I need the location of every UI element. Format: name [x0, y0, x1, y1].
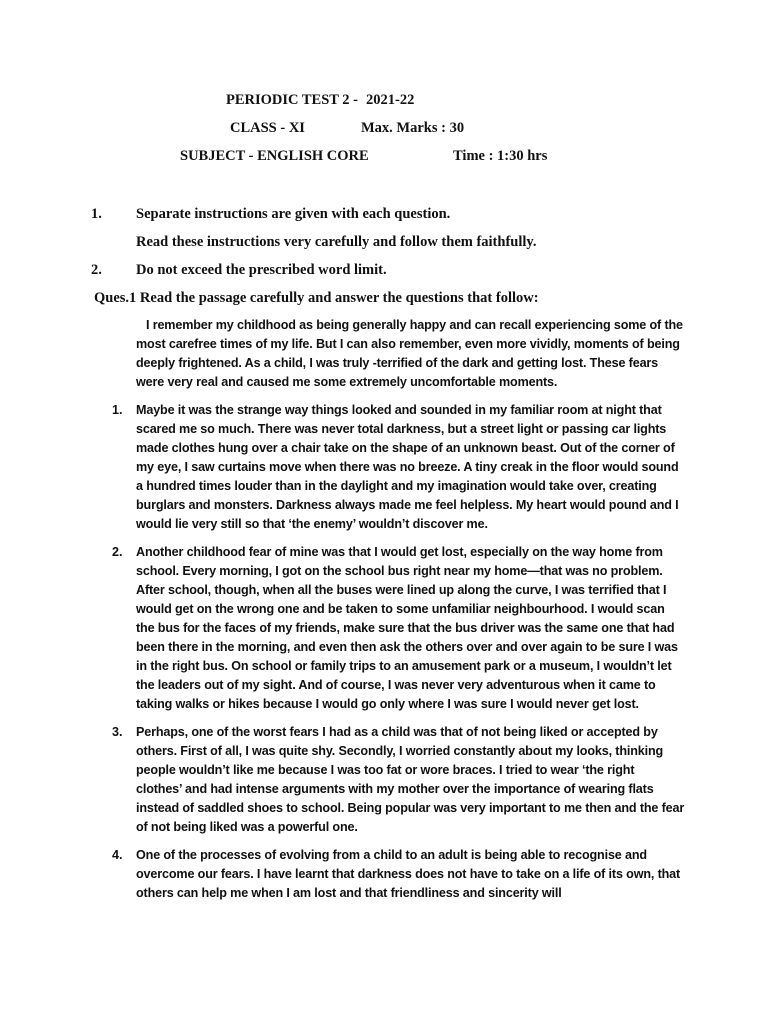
passage-line: Maybe it was the strange way things looked and sounded in my familiar room at night that	[136, 403, 662, 417]
passage-line: taking walks or hikes because I would go only where I was sure I would never get lost.	[136, 697, 639, 711]
passage-line: school. Every morning, I got on the school bus right near my home—that was no problem.	[136, 564, 663, 578]
instruction-text: Separate instructions are given with each question.	[136, 206, 451, 222]
paragraph-number: 1.	[112, 403, 123, 417]
passage-line: my eye, I saw curtains move when there was no breeze. A tiny creak in the floor would sound	[136, 460, 679, 474]
subject-label: SUBJECT - ENGLISH CORE	[180, 148, 369, 164]
passage-line: would lie very still so that ‘the enemy’ wouldn’t discover me.	[136, 517, 488, 531]
passage-line: deeply frightened. As a child, I was truly -terrified of the dark and getting lost. These fears	[136, 356, 659, 370]
passage-line: overcome our fears. I have learnt that darkness does not have to take on a life of its own, that	[136, 867, 681, 881]
passage-line: most carefree times of my life. But I can also remember, even more vividly, moments of being	[136, 337, 680, 351]
passage-line: After school, though, when all the buses were lined up along the curve, I was terrified that I	[136, 583, 667, 597]
instruction-text: Read these instructions very carefully and follow them faithfully.	[136, 234, 537, 250]
passage-line: scared me so much. There was never total darkness, but a street light or passing car lights	[136, 422, 667, 436]
passage-line: the leaders out of my sight. And of course, I was never very adventurous when it came to	[136, 678, 656, 692]
passage-line: in the right bus. On school or family trips to an amusement park or a museum, I wouldn’t let	[136, 659, 672, 673]
passage-line: I remember my childhood as being generally happy and can recall experiencing some of the	[146, 318, 683, 332]
passage-line: the bus for the faces of my friends, make sure that the bus driver was the same one that had	[136, 621, 675, 635]
paragraph-number: 3.	[112, 725, 123, 739]
passage-line: were very real and caused me some extremely uncomfortable moments.	[136, 375, 558, 389]
passage-line: people wouldn’t like me because I was too fat or wore braces. I tried to wear ‘the right	[136, 763, 635, 777]
question-title: Ques.1 Read the passage carefully and answer the questions that follow:	[94, 290, 539, 306]
passage-line: been there in the morning, and even then ask the others over and over again to be sure I was	[136, 640, 678, 654]
paragraph-number: 2.	[112, 545, 123, 559]
class-label: CLASS - XI	[230, 120, 305, 136]
passage-line: a hundred times louder than in the daylight and my imagination would take over, creating	[136, 479, 657, 493]
passage-line: burglars and monsters. Darkness always made me feel helpless. My heart would pound and I	[136, 498, 679, 512]
passage-line: Perhaps, one of the worst fears I had as a child was that of not being liked or accepted by	[136, 725, 658, 739]
instruction-number: 1.	[91, 206, 102, 222]
passage-line: others can help me when I am lost and that friendliness and sincerity will	[136, 886, 562, 900]
instruction-text: Do not exceed the prescribed word limit.	[136, 262, 387, 278]
instruction-number: 2.	[91, 262, 102, 278]
test-title: PERIODIC TEST 2 -	[226, 92, 359, 108]
max-marks: Max. Marks : 30	[361, 120, 465, 136]
passage-line: others. First of all, I was quite shy. Secondly, I worried constantly about my looks, thinking	[136, 744, 664, 758]
passage-line: Another childhood fear of mine was that I would get lost, especially on the way home from	[136, 545, 663, 559]
passage-line: made clothes hung over a chair take on the shape of an unknown beast. Out of the corner of	[136, 441, 675, 455]
paragraph-number: 4.	[112, 848, 123, 862]
passage-line: clothes’ and had intense arguments with my mother over the importance of wearing flats	[136, 782, 654, 796]
passage-line: instead of saddled shoes to school. Being popular was very important to me then and the fear	[136, 801, 685, 815]
passage-line: of not being liked was a powerful one.	[136, 820, 358, 834]
passage-line: One of the processes of evolving from a child to an adult is being able to recognise and	[136, 848, 647, 862]
time-label: Time : 1:30 hrs	[453, 148, 548, 164]
passage-line: would get on the wrong one and be taken to some unfamiliar neighbourhood. I would scan	[136, 602, 665, 616]
test-year: 2021-22	[366, 92, 415, 108]
